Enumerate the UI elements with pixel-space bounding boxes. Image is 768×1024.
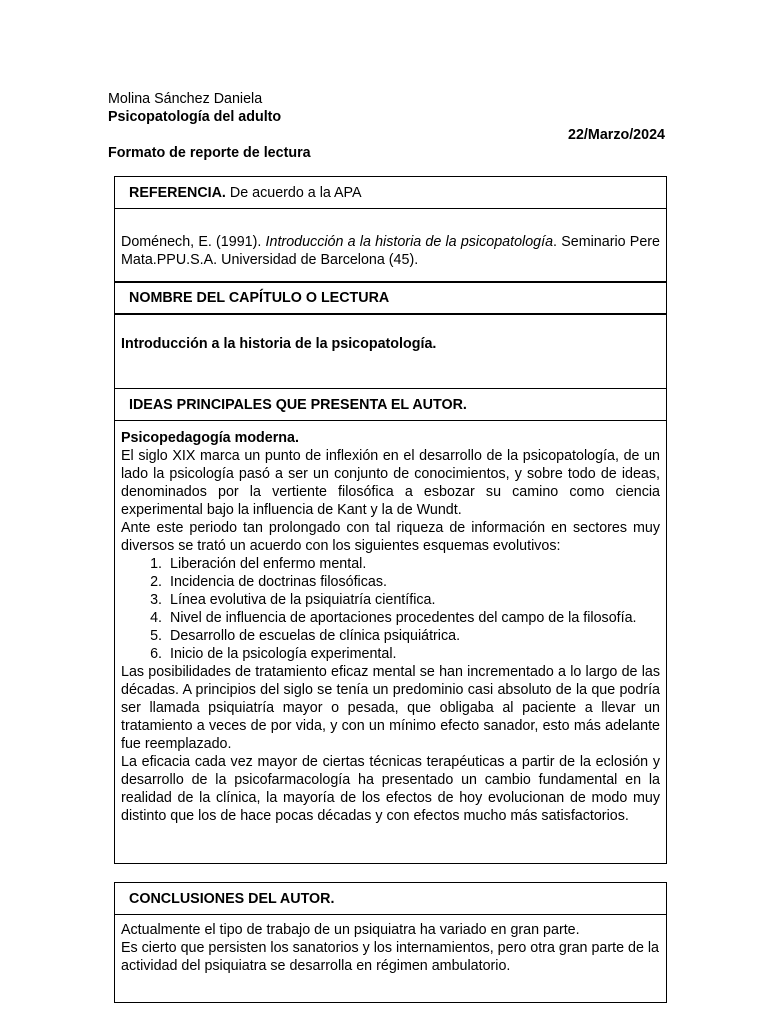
- list-item: 1. Liberación del enfermo mental.: [166, 555, 660, 573]
- ideas-title: IDEAS PRINCIPALES QUE PRESENTA EL AUTOR.: [129, 396, 467, 413]
- chapter-value: Introducción a la historia de la psicopatología.: [121, 336, 437, 352]
- conclusions-line-1: Actualmente el tipo de trabajo de un psiquiatra ha variado en gran parte.: [121, 922, 580, 938]
- list-item: 5. Desarrollo de escuelas de clínica psiquiátrica.: [166, 627, 660, 645]
- list-item: 2. Incidencia de doctrinas filosóficas.: [166, 573, 660, 591]
- ideas-paragraph-4: La eficacia cada vez mayor de ciertas técnicas terapéuticas a partir de la eclosión y desarrollo de la psicofarmacología ha presentado un cambio fundamental en la realidad de la clínica, la mayoría de los efectos de hoy evolucionan de modo muy distinto que los de hace pocas décadas y con efectos mucho más satisfactorios.: [121, 754, 660, 824]
- ideas-paragraph-3: Las posibilidades de tratamiento eficaz mental se han incrementado a lo largo de las décadas. A principios del siglo se tenía un predominio casi absoluto de la que podría ser llamada psiquiatría mayor o pesada, que obligaba al paciente a llevar un tratamiento a veces de por vida, y con un mínimo efecto sanador, esto más adelante fue reemplazado.: [121, 664, 660, 752]
- chapter-title: NOMBRE DEL CAPÍTULO O LECTURA: [129, 290, 390, 306]
- chapter-cell: [115, 315, 666, 389]
- ideas-paragraph-1: El siglo XIX marca un punto de inflexión en el desarrollo de la psicopatología, de un lado la psicología pasó a ser un conjunto de conocimientos, y sobre todo de ideas, denominados por la vertiente filosófica a esbozar su camino como ciencia experimental bajo la influencia de Kant y la de Wundt.: [121, 448, 660, 518]
- evolution-list: [121, 555, 660, 663]
- list-item: 4. Nivel de influencia de aportaciones procedentes del campo de la filosofía.: [166, 609, 660, 627]
- conclusions-body: [115, 915, 666, 975]
- reference-cell: [115, 209, 666, 283]
- ideas-cell: [115, 421, 666, 825]
- format-title: Formato de reporte de lectura: [108, 145, 311, 161]
- citation-authors: Doménech, E. (1991).: [121, 234, 266, 250]
- document-header: [108, 90, 665, 162]
- reference-note: De acuerdo a la APA: [229, 184, 362, 201]
- reference-header: [115, 177, 666, 209]
- conclusions-table: [114, 882, 667, 1003]
- conclusions-header: [115, 883, 666, 915]
- ideas-subheading: Psicopedagogía moderna.: [121, 430, 299, 446]
- conclusions-title: CONCLUSIONES DEL AUTOR.: [129, 890, 335, 907]
- ideas-body: [115, 429, 666, 825]
- course-name: Psicopatología del adulto: [108, 109, 282, 125]
- report-table: [114, 176, 667, 864]
- ideas-header: [115, 389, 666, 421]
- reference-title: REFERENCIA.: [129, 184, 226, 201]
- ideas-paragraph-2: Ante este periodo tan prolongado con tal riqueza de información en sectores muy diversos se trató un acuerdo con los siguientes esquemas evolutivos:: [121, 520, 660, 554]
- chapter-header: [115, 283, 666, 315]
- list-item: 6. Inicio de la psicología experimental.: [166, 645, 660, 663]
- reference-citation: [115, 209, 666, 269]
- citation-publisher: . Seminario Pere Mata.PPU.S.A. Universidad de Barcelona (45).: [121, 234, 660, 268]
- list-item: 3. Línea evolutiva de la psiquiatría científica.: [166, 591, 660, 609]
- conclusions-line-2: Es cierto que persisten los sanatorios y los internamientos, pero otra gran parte de la actividad del psiquiatra se desarrolla en régimen ambulatorio.: [121, 940, 660, 974]
- conclusions-cell: [115, 915, 666, 975]
- citation-title: Introducción a la historia de la psicopatología: [265, 234, 554, 250]
- author-name: Molina Sánchez Daniela: [108, 91, 263, 107]
- report-date: 22/Marzo/2024: [568, 127, 665, 143]
